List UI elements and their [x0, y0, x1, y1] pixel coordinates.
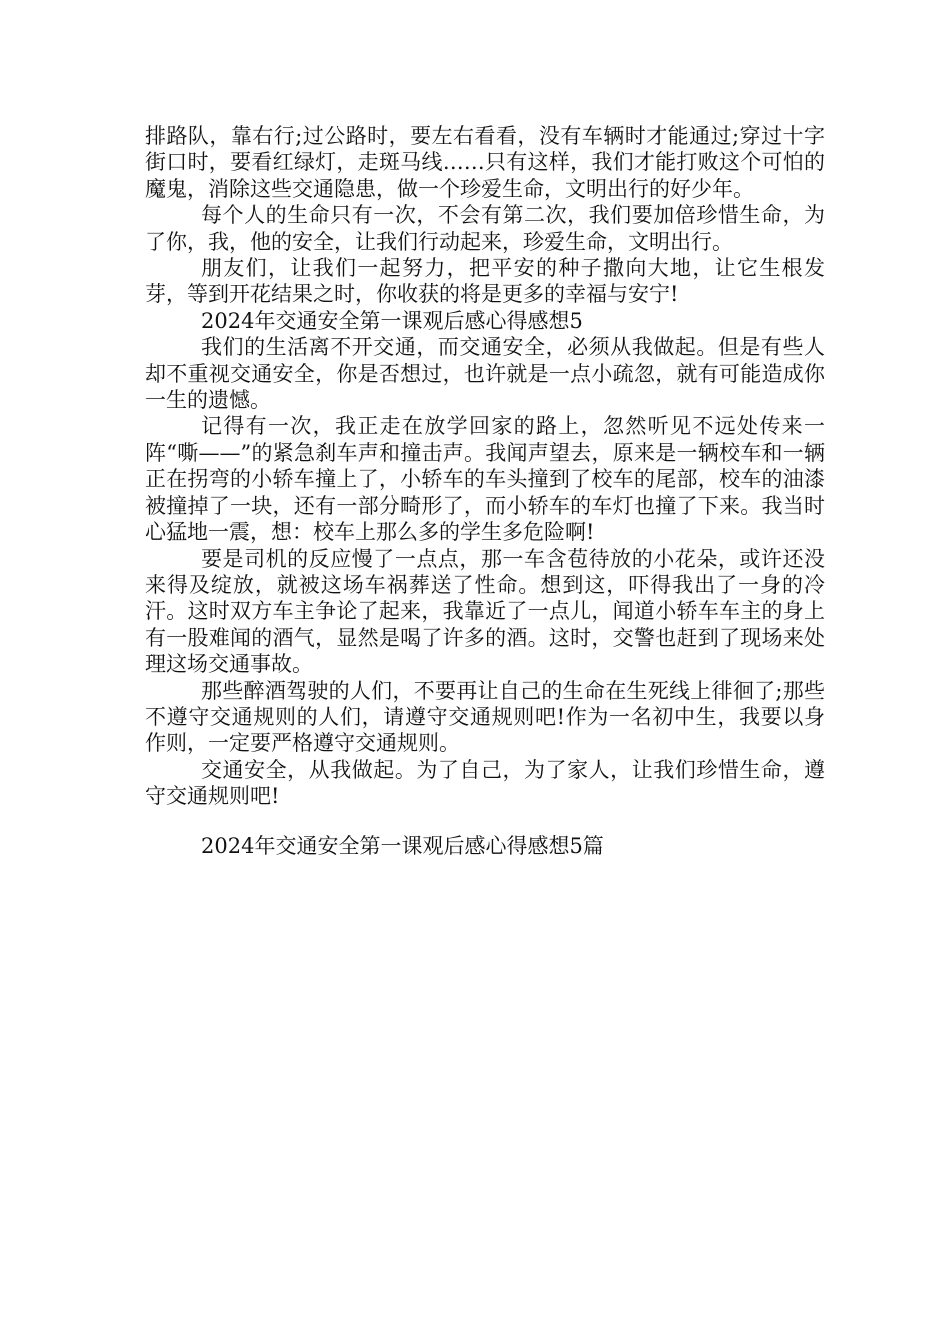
paragraph-warning: 那些醉酒驾驶的人们，不要再让自己的生命在生死线上徘徊了;那些不遵守交通规则的人们，请遵守交通规则吧!作为一名初中生，我要以身作则，一定要严格遵守交通规则。 — [145, 678, 825, 756]
paragraph-conclusion: 交通安全，从我做起。为了自己，为了家人，让我们珍惜生命，遵守交通规则吧! — [145, 757, 825, 809]
document-title: 2024年交通安全第一课观后感心得感想5篇 — [201, 833, 604, 858]
paragraph-accident: 记得有一次，我正走在放学回家的路上，忽然听见不远处传来一阵“嘶——”的紧急刹车声和撞击声。我闻声望去，原来是一辆校车和一辆正在拐弯的小轿车撞上了，小轿车的车头撞到了校车的尾部，校车的油漆被撞掉了一块，还有一部分畸形了，而小轿车的车灯也撞了下来。我当时心猛地一震，想：校车上那么多的学生多危险啊! — [145, 414, 825, 545]
paragraph-intro: 我们的生活离不开交通，而交通安全，必须从我做起。但是有些人却不重视交通安全，你是否想过，也许就是一点小疏忽，就有可能造成你一生的遗憾。 — [145, 335, 825, 413]
section-heading: 2024年交通安全第一课观后感心得感想5 — [201, 308, 583, 333]
paragraph-cherish-life: 每个人的生命只有一次，不会有第二次，我们要加倍珍惜生命，为了你，我，他的安全，让我们行动起来，珍爱生命，文明出行。 — [145, 203, 825, 254]
paragraph-continued: 排路队，靠右行;过公路时，要左右看看，没有车辆时才能通过;穿过十字街口时，要看红绿灯，走斑马线……只有这样，我们才能打败这个可怕的魔鬼，消除这些交通隐患，做一个珍爱生命，文明出行的好少年。 — [145, 124, 825, 201]
document-page — [145, 123, 825, 859]
paragraph-reflection: 要是司机的反应慢了一点点，那一车含苞待放的小花朵，或许还没来得及绽放，就被这场车祸葬送了性命。想到这，吓得我出了一身的冷汗。这时双方车主争论了起来，我靠近了一点儿，闻道小轿车车主的身上有一股难闻的酒气，显然是喝了许多的酒。这时，交警也赶到了现场来处理这场交通事故。 — [145, 546, 825, 677]
paragraph-friends: 朋友们，让我们一起努力，把平安的种子撒向大地，让它生根发芽，等到开花结果之时，你收获的将是更多的幸福与安宁! — [145, 256, 825, 307]
